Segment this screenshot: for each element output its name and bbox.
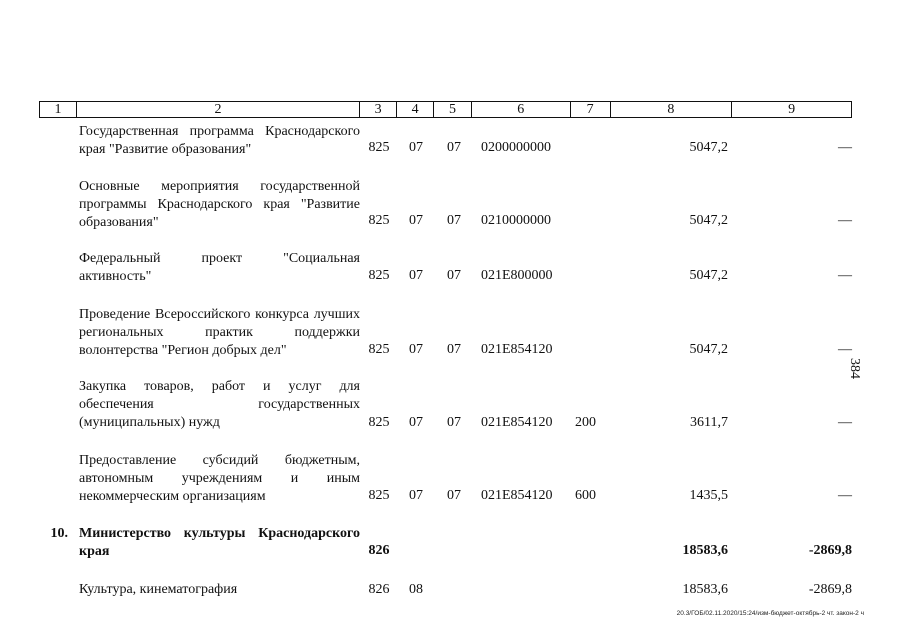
row-col3: 825: [368, 268, 390, 283]
row-col4: 07: [409, 268, 423, 283]
row-col4: 07: [409, 213, 423, 228]
row-col9: —: [838, 268, 852, 283]
row-col3: 826: [368, 582, 390, 597]
header-cell-2: 2: [77, 102, 360, 117]
row-col9: -2869,8: [808, 543, 852, 558]
row-col9: —: [838, 488, 852, 503]
row-col5: 07: [447, 140, 461, 155]
page-number: 384: [847, 358, 862, 379]
row-name: Проведение Всероссийского конкурса лучших региональных практик поддержки волонтерства "Регион добрых дел": [79, 307, 360, 358]
row-col8: 5047,2: [689, 213, 728, 228]
row-name: Государственная программа Краснодарского края "Развитие образования": [79, 124, 360, 157]
header-cell-4: 4: [397, 102, 434, 117]
row-col5: 07: [447, 488, 461, 503]
footer-reference: 20.3/ГОБ/02.11.2020/15:24/изм-бюджет-октябрь-2 чт. закон-2 ч: [676, 610, 864, 617]
row-col6: 0200000000: [481, 140, 551, 155]
row-name: Федеральный проект "Социальная активность": [79, 251, 360, 284]
header-cell-6: 6: [472, 102, 571, 117]
row-col3: 826: [368, 543, 390, 558]
row-col6: 0210000000: [481, 213, 551, 228]
row-col3: 825: [368, 342, 390, 357]
row-col3: 825: [368, 415, 390, 430]
row-col6: 021E854120: [481, 415, 553, 430]
row-col8: 5047,2: [689, 342, 728, 357]
row-col5: 07: [447, 213, 461, 228]
header-cell-7: 7: [571, 102, 611, 117]
row-name: Предоставление субсидий бюджетным, автономным учреждениям и иным некоммерческим организациям: [79, 453, 360, 504]
row-col5: 07: [447, 342, 461, 357]
row-name: Министерство культуры Краснодарского края: [79, 526, 360, 559]
row-col4: 07: [409, 415, 423, 430]
row-col4: 07: [409, 488, 423, 503]
row-col8: 18583,6: [682, 543, 728, 558]
row-name: Основные мероприятия государственной программы Краснодарского края "Развитие образования": [79, 179, 360, 230]
row-col6: 021E854120: [481, 488, 553, 503]
row-col3: 825: [368, 213, 390, 228]
row-col3: 825: [368, 488, 390, 503]
row-name: Культура, кинематография: [79, 582, 238, 597]
row-col8: 3611,7: [690, 415, 728, 430]
row-col4: 07: [409, 342, 423, 357]
row-col9: —: [838, 342, 852, 357]
header-cell-9: 9: [788, 102, 796, 117]
header-cell-1: 1: [40, 102, 77, 117]
row-col9: —: [838, 140, 852, 155]
row-col9: —: [838, 213, 852, 228]
row-col7: 600: [575, 488, 596, 503]
row-col9: -2869,8: [808, 582, 852, 597]
table-header: [39, 101, 852, 118]
row-col7: 200: [575, 415, 596, 430]
row-col6: 021E854120: [481, 342, 553, 357]
row-col4: 07: [409, 140, 423, 155]
row-col8: 18583,6: [682, 582, 728, 597]
row-col3: 825: [368, 140, 390, 155]
row-col8: 1435,5: [689, 488, 728, 503]
row-col8: 5047,2: [689, 140, 728, 155]
header-cell-8: 8: [611, 102, 733, 117]
row-col5: 07: [447, 415, 461, 430]
row-col6: 021E800000: [481, 268, 553, 283]
row-col5: 07: [447, 268, 461, 283]
row-name: Закупка товаров, работ и услуг для обеспечения государственных (муниципальных) нужд: [79, 379, 360, 430]
header-cell-3: 3: [360, 102, 397, 117]
row-col9: —: [838, 415, 852, 430]
row-col4: 08: [409, 582, 423, 597]
header-cell-5: 5: [434, 102, 472, 117]
row-col8: 5047,2: [689, 268, 728, 283]
row-number: 10.: [50, 526, 68, 541]
